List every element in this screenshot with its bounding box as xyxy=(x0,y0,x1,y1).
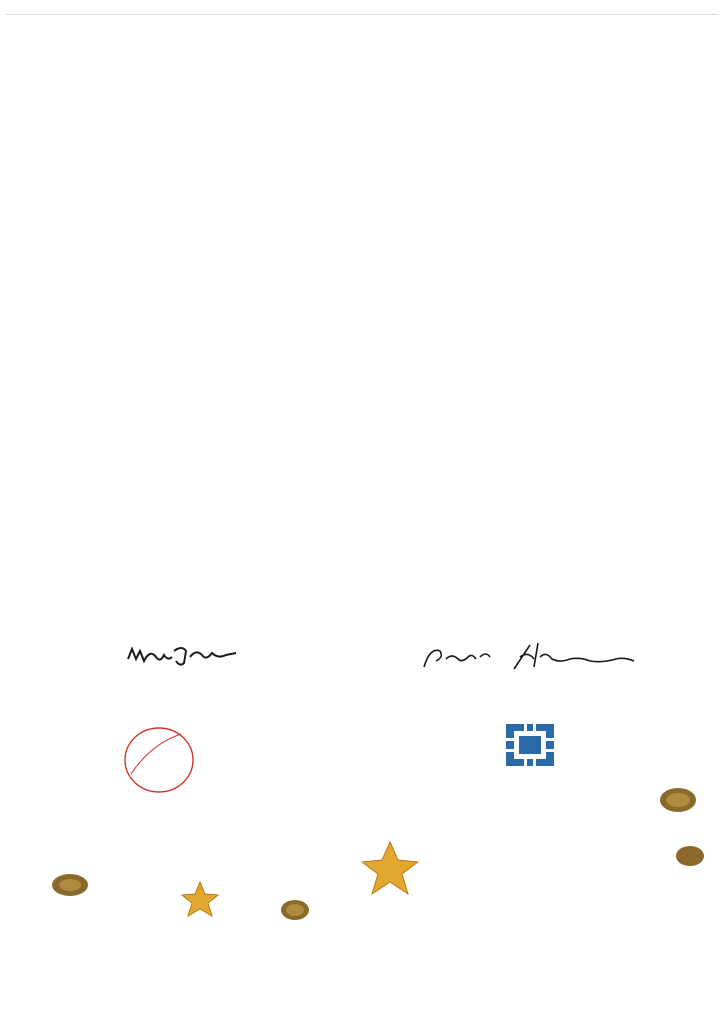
left-signatory xyxy=(80,639,280,673)
pine-cone-icon xyxy=(676,846,704,866)
pine-cone-icon xyxy=(52,874,88,896)
right-signatory xyxy=(410,639,620,677)
pine-cone-icon xyxy=(660,788,696,812)
left-handwritten-signature xyxy=(110,639,250,669)
pine-cone-icon xyxy=(281,900,309,920)
bottom-christmas-garland-decoration xyxy=(0,760,724,1024)
top-pine-branches-decoration xyxy=(0,0,724,190)
right-handwritten-signature xyxy=(410,639,650,673)
gold-star-ornament-icon xyxy=(182,882,218,916)
gold-star-ornament-icon xyxy=(362,842,418,894)
